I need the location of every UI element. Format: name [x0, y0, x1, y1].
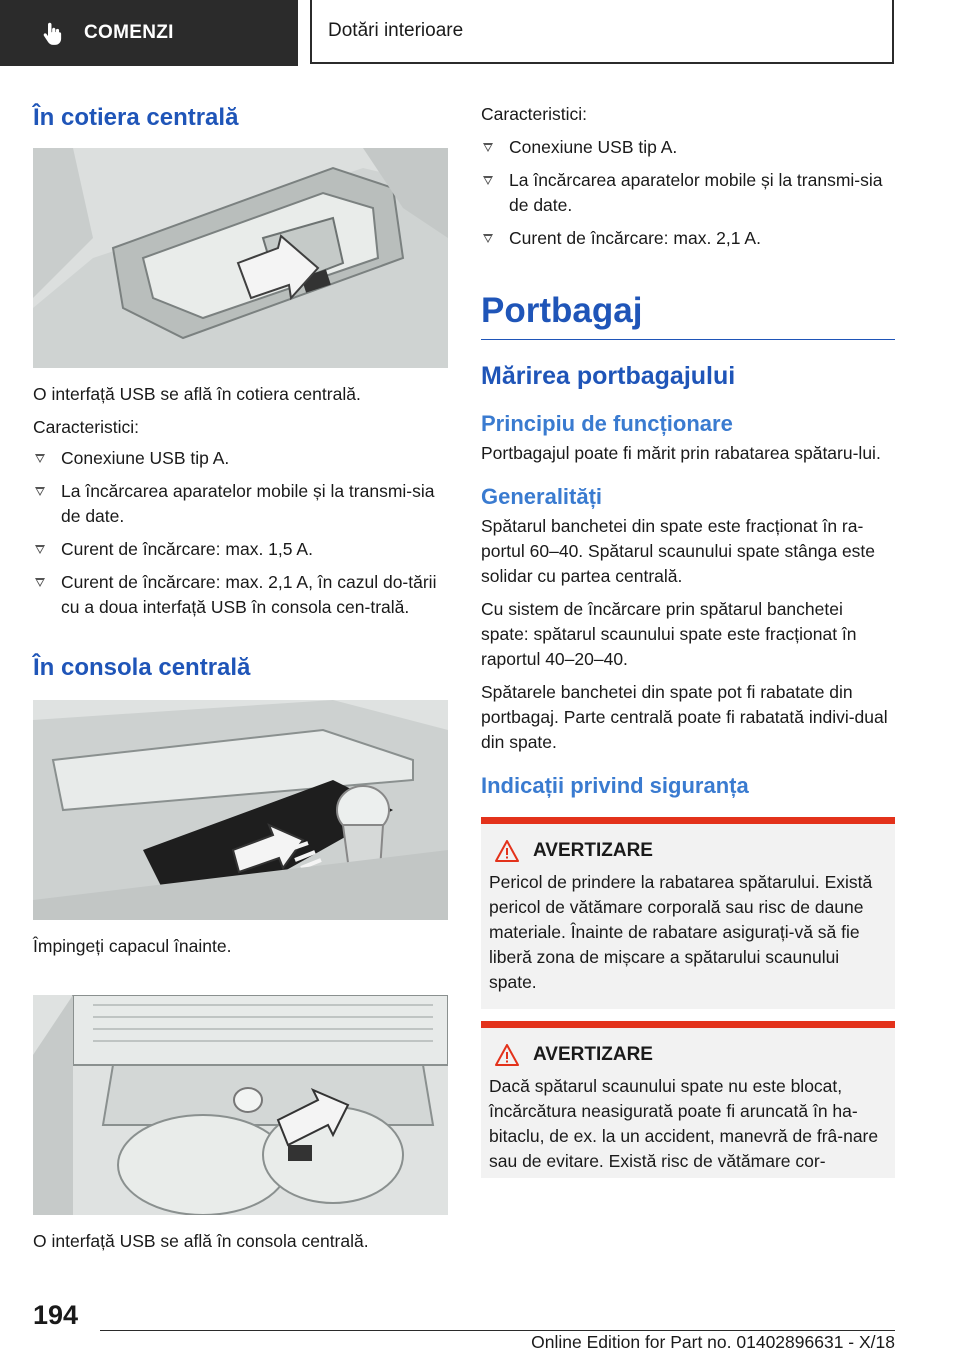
page-number: 194	[33, 1300, 79, 1330]
list-item: Curent de încărcare: max. 1,5 A.	[33, 537, 448, 562]
heading-general: Generalități	[481, 484, 603, 509]
features-label-armrest: Caracteristici:	[33, 417, 139, 437]
heading-principle: Principiu de funcționare	[481, 411, 733, 436]
warning-box-2	[481, 1021, 895, 1178]
list-item: La încărcarea aparatelor mobile și la transmi-sia de date.	[481, 168, 895, 218]
warning-title: AVERTIZARE	[533, 840, 653, 861]
caption-console-push: Împingeți capacul înainte.	[33, 936, 232, 956]
tab-comenzi[interactable]	[0, 0, 298, 66]
tab-comenzi-label: COMENZI	[84, 22, 174, 43]
features-list-armrest	[33, 446, 448, 620]
list-item: Conexiune USB tip A.	[481, 135, 895, 160]
hand-pointer-icon	[40, 20, 66, 46]
warning-text: Dacă spătarul scaunului spate nu este blocat, încărcătura neasigurată poate fi aruncată în ha-bitaclu, de ex. la un accident, manevră de frâ-nare sau de evitare. Există risc de vătămare cor-	[489, 1076, 879, 1171]
heading-enlarge: Mărirea portbagajului	[481, 362, 736, 390]
warning-title: AVERTIZARE	[533, 1044, 653, 1065]
heading-safety: Indicații privind siguranța	[481, 773, 749, 798]
footer-edition: Online Edition for Part no. 01402896631 - X/18	[531, 1332, 895, 1352]
left-column	[33, 90, 448, 1254]
text-general-2: Cu sistem de încărcare prin spătarul banchetei spate: spătarul scaunului spate este fracționat în raportul 40–20–40.	[481, 599, 857, 669]
warning-triangle-icon	[495, 1044, 519, 1066]
text-principle: Portbagajul poate fi mărit prin rabatarea spătaru-lui.	[481, 443, 881, 463]
armrest-usb-image	[33, 148, 448, 368]
header-bar	[0, 0, 960, 66]
warning-triangle-icon	[495, 840, 519, 862]
warning-text: Pericol de prindere la rabatarea spătarului. Există pericol de vătămare corporală sau risc de daune materiale. Înainte de rabatare asigurați-vă să fie liberă zona de mișcare a spătarului scaunului spate.	[489, 872, 873, 992]
console-cover-image	[33, 700, 448, 920]
caption-armrest: O interfață USB se află în cotiera centrală.	[33, 384, 361, 404]
tab-section[interactable]	[310, 0, 894, 64]
features-label-right: Caracteristici:	[481, 104, 587, 124]
tab-section-label: Dotări interioare	[328, 20, 464, 41]
title-portbagaj: Portbagaj	[481, 291, 895, 340]
caption-console-usb: O interfață USB se află în consola centrală.	[33, 1231, 369, 1251]
heading-armrest: În cotiera centrală	[33, 104, 239, 131]
right-column	[481, 90, 895, 1178]
list-item: Curent de încărcare: max. 2,1 A, în cazul do-tării cu a doua interfață USB în consola cen-trală.	[33, 570, 448, 620]
list-item: La încărcarea aparatelor mobile și la transmi-sia de date.	[33, 479, 448, 529]
text-general-1: Spătarul banchetei din spate este fracționat în ra-portul 60–40. Spătarul scaunului spate stânga este solidar cu partea centrală.	[481, 516, 876, 586]
heading-console: În consola centrală	[33, 654, 251, 681]
features-list-right	[481, 135, 895, 251]
list-item: Curent de încărcare: max. 2,1 A.	[481, 226, 895, 251]
console-usb-image	[33, 995, 448, 1215]
footer-divider	[100, 1330, 895, 1331]
text-general-3: Spătarele banchetei din spate pot fi rabatate din portbagaj. Parte centrală poate fi rabatată indivi-dual din spate.	[481, 682, 888, 752]
warning-box-1	[481, 817, 895, 1009]
list-item: Conexiune USB tip A.	[33, 446, 448, 471]
